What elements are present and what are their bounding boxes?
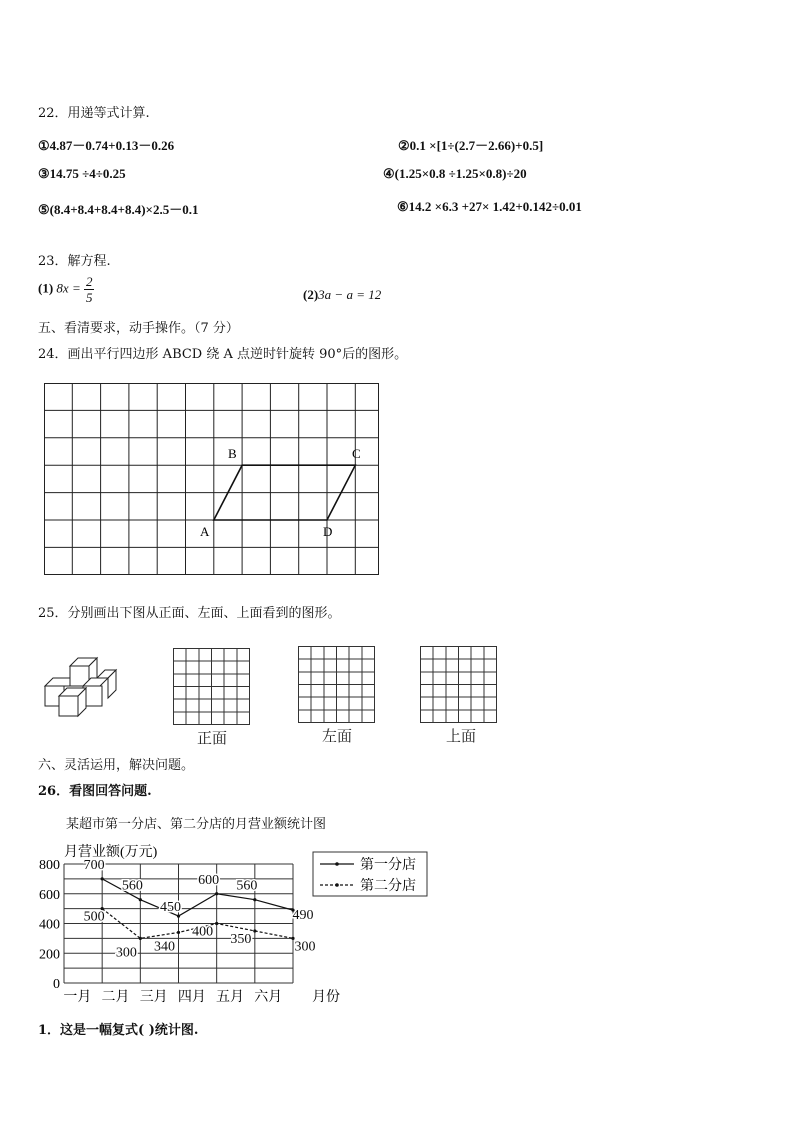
front-view-caption: 正面 bbox=[197, 729, 228, 747]
x-tick-label: 二月 bbox=[101, 990, 130, 1005]
q22-item-5 bbox=[38, 199, 198, 218]
y-tick-label: 600 bbox=[39, 887, 60, 903]
chart-x-ticks bbox=[63, 989, 282, 1005]
chart-x-axis-label: 月份 bbox=[312, 990, 340, 1005]
fraction-numerator: 2 bbox=[85, 274, 93, 289]
data-label: 300 bbox=[115, 945, 137, 961]
q22-item-3 bbox=[38, 166, 126, 182]
q26-title: 26．看图回答问题. bbox=[38, 784, 152, 799]
data-label: 500 bbox=[83, 909, 105, 925]
q22-item-4 bbox=[383, 166, 527, 182]
q23-equation-2 bbox=[303, 287, 381, 303]
x-tick-label: 五月 bbox=[216, 990, 245, 1005]
q22-item-6 bbox=[397, 199, 582, 215]
data-label: 400 bbox=[192, 924, 214, 940]
legend-marker-dashed bbox=[335, 883, 339, 887]
fraction-denominator: 5 bbox=[85, 290, 93, 305]
data-point bbox=[139, 898, 142, 901]
cube-stack-figure bbox=[42, 652, 124, 720]
circled-number: ⑤ bbox=[38, 202, 50, 217]
x-tick-label: 四月 bbox=[177, 990, 206, 1005]
data-label: 450 bbox=[160, 900, 181, 916]
data-point bbox=[177, 931, 180, 934]
expression: 14.75 ÷4÷0.25 bbox=[49, 166, 126, 181]
circled-number: ③ bbox=[38, 166, 50, 181]
data-label: 490 bbox=[292, 908, 314, 924]
q23-equation-1 bbox=[38, 274, 94, 305]
equation-label: (1) bbox=[38, 280, 54, 296]
q22-item-2 bbox=[398, 135, 543, 154]
data-label: 340 bbox=[154, 939, 175, 955]
q26-sub-question-1: 1．这是一幅复式( )统计图. bbox=[38, 1023, 199, 1038]
section-5-heading: 五、看清要求，动手操作。（7 分） bbox=[38, 321, 239, 336]
left-view-grid bbox=[298, 646, 376, 724]
grid-border bbox=[45, 384, 379, 575]
chart-y-ticks bbox=[39, 858, 60, 992]
circled-number: ④ bbox=[383, 166, 395, 181]
fraction bbox=[84, 274, 95, 305]
q22-item-1 bbox=[38, 135, 174, 154]
equation-label: (2) bbox=[303, 287, 319, 302]
chart-title: 某超市第一分店、第二分店的月营业额统计图 bbox=[66, 817, 327, 832]
equation-left: 8x = bbox=[56, 280, 81, 296]
data-label: 600 bbox=[198, 872, 220, 888]
expression: (8.4+8.4+8.4+8.4)×2.5－0.1 bbox=[49, 202, 199, 217]
x-tick-label: 六月 bbox=[254, 990, 283, 1005]
y-tick-label: 0 bbox=[53, 977, 60, 992]
q23-title: 23．解方程. bbox=[38, 254, 111, 269]
q24-grid-figure bbox=[44, 383, 381, 578]
x-tick-label: 三月 bbox=[139, 990, 168, 1005]
q24-title: 24．画出平行四边形 ABCD 绕 A 点逆时针旋转 90°后的图形。 bbox=[38, 347, 408, 362]
data-label: 560 bbox=[121, 878, 143, 894]
chart-legend bbox=[313, 852, 427, 896]
circled-number: ① bbox=[38, 138, 50, 153]
left-view-caption: 左面 bbox=[322, 727, 353, 745]
top-view-caption: 上面 bbox=[446, 727, 477, 745]
data-point bbox=[253, 898, 256, 901]
vertex-label-d: D bbox=[323, 524, 333, 539]
data-point bbox=[215, 922, 218, 925]
data-label: 300 bbox=[294, 939, 316, 955]
top-view-grid bbox=[420, 646, 498, 724]
vertex-label-c: C bbox=[352, 446, 361, 461]
grid bbox=[44, 383, 379, 575]
chart-y-axis-label: 月营业额(万元) bbox=[64, 845, 158, 860]
x-tick-label: 一月 bbox=[63, 990, 92, 1005]
line-chart bbox=[30, 838, 440, 1010]
front-view-grid bbox=[173, 648, 251, 726]
legend-label-series-2: 第二分店 bbox=[360, 879, 416, 894]
data-point bbox=[253, 929, 256, 932]
expression: 0.1 ×[1÷(2.7－2.66)+0.5] bbox=[409, 138, 544, 153]
expression: 4.87－0.74+0.13－0.26 bbox=[49, 138, 175, 153]
expression: 14.2 ×6.3 +27× 1.42+0.142÷0.01 bbox=[408, 199, 582, 214]
y-tick-label: 400 bbox=[39, 917, 60, 933]
data-label: 350 bbox=[230, 931, 252, 947]
expression: (1.25×0.8 ÷1.25×0.8)÷20 bbox=[394, 166, 527, 181]
circled-number: ② bbox=[398, 138, 410, 153]
data-point bbox=[139, 937, 142, 940]
y-tick-label: 800 bbox=[39, 858, 60, 873]
data-label: 560 bbox=[236, 878, 258, 894]
data-point bbox=[215, 892, 218, 895]
legend-marker-solid bbox=[335, 862, 339, 866]
legend-label-series-1: 第一分店 bbox=[360, 858, 416, 873]
y-tick-label: 200 bbox=[39, 947, 60, 963]
section-6-heading: 六、灵活运用，解决问题。 bbox=[38, 758, 195, 773]
q25-title: 25．分别画出下图从正面、左面、上面看到的图形。 bbox=[38, 606, 341, 621]
data-label: 700 bbox=[83, 857, 105, 873]
vertex-label-b: B bbox=[228, 446, 237, 461]
equation-body: 3a − a = 12 bbox=[318, 287, 382, 302]
circled-number: ⑥ bbox=[397, 199, 409, 214]
data-point bbox=[101, 877, 104, 880]
vertex-label-a: A bbox=[200, 524, 210, 539]
q22-title: 22．用递等式计算. bbox=[38, 106, 150, 121]
